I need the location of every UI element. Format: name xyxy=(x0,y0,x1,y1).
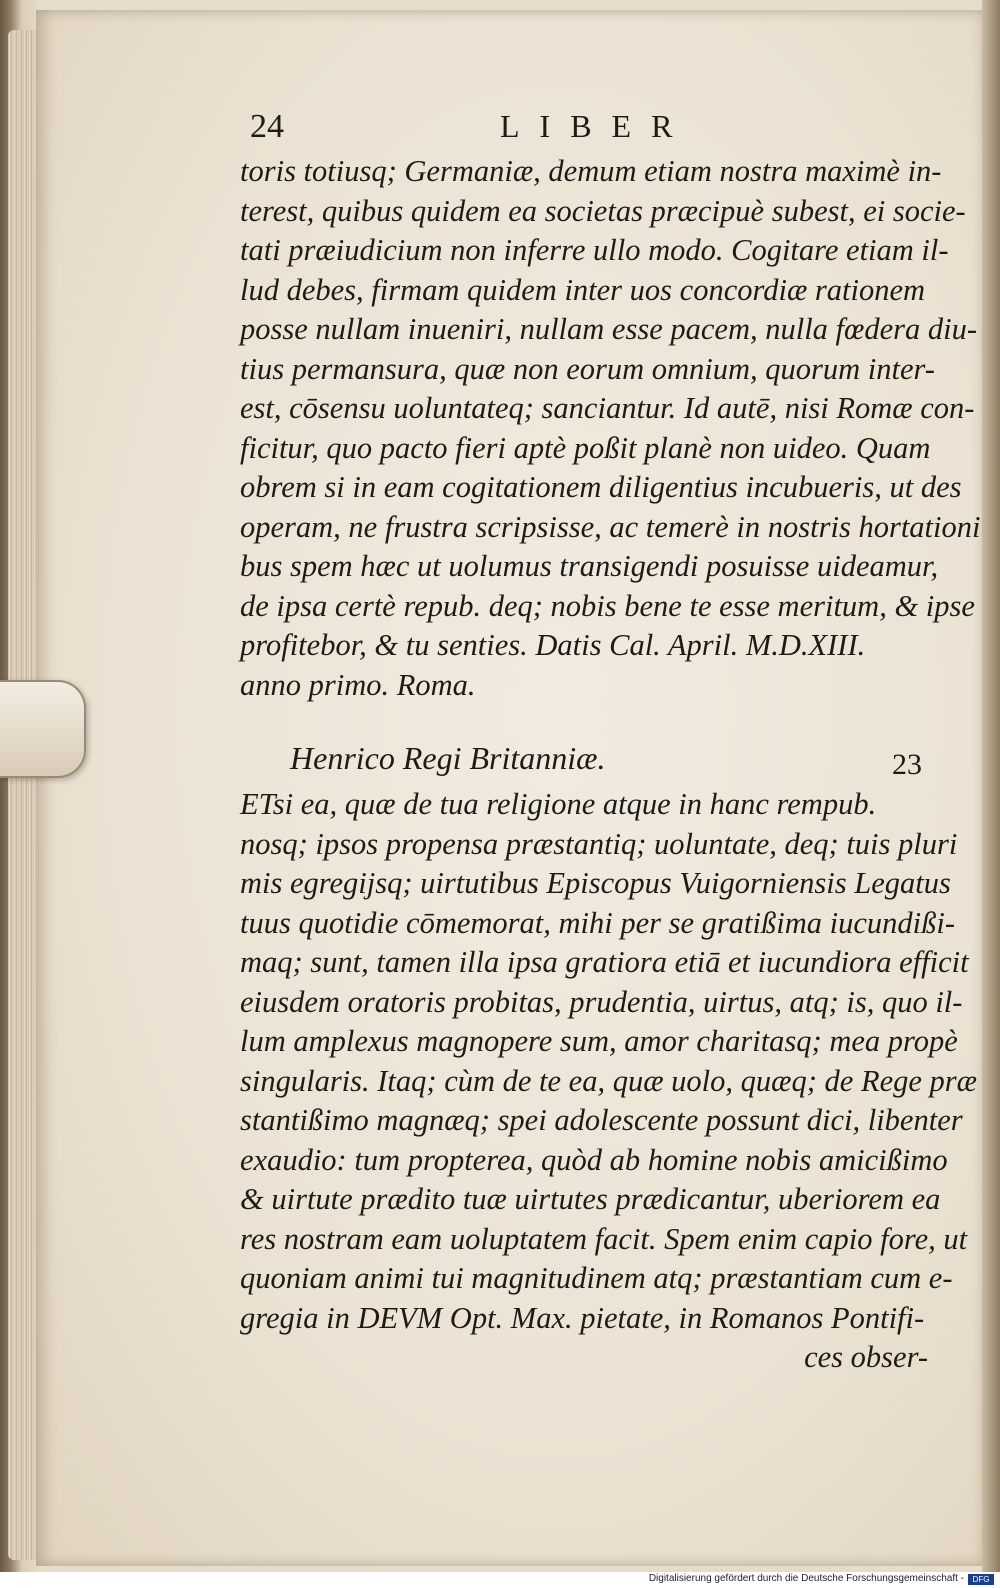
page-header xyxy=(250,108,930,148)
text-line: exaudio: tum propterea, quòd ab homine nobis amicißimo xyxy=(240,1142,948,1177)
running-title: LIBER xyxy=(500,108,693,144)
folio-number: 24 xyxy=(250,108,284,145)
text-line: tati præiudicium non inferre ullo modo. Cogitare etiam il- xyxy=(240,233,949,267)
digitization-footer xyxy=(0,1572,1000,1588)
text-line: nosq; ipsos propensa præstantiq; uoluntate, deq; tuis pluri xyxy=(240,826,958,861)
book-clasp xyxy=(0,680,86,778)
text-line: lud debes, firmam quidem inter uos concordiæ rationem xyxy=(240,272,926,307)
text-line: bus spem hæc ut uolumus transigendi posuisse uideamur, xyxy=(240,549,939,583)
text-line: maq; sunt, tamen illa ipsa gratiora etiā et iucundiora efficit xyxy=(240,945,969,979)
text-line: anno primo. Roma. xyxy=(240,667,476,702)
text-line: est, cōsensu uoluntateq; sanciantur. Id autē, nisi Romæ con- xyxy=(240,391,975,425)
text-line: ficitur, quo pacto fieri aptè poßit planè non uideo. Quam xyxy=(240,430,931,465)
letter-text xyxy=(240,785,977,1378)
text-line: mis egregijsq; uirtutibus Episcopus Vuigorniensis Legatus xyxy=(240,866,951,900)
letter-number: 23 xyxy=(892,748,922,781)
gutter-shadow xyxy=(982,0,1000,1572)
text-line: & uirtute prædito tuæ uirtutes prædicantur, uberiorem ea xyxy=(240,1182,941,1216)
text-line: singularis. Itaq; cùm de te ea, quæ uolo, quæq; de Rege præ xyxy=(240,1063,977,1098)
funding-credit: Digitalisierung gefördert durch die Deutsche Forschungsgemeinschaft - xyxy=(648,1573,964,1584)
text-line: eiusdem oratoris probitas, prudentia, uirtus, atq; is, quo il- xyxy=(240,984,963,1019)
letter-text-continued xyxy=(240,152,981,705)
text-line: profitebor, & tu senties. Datis Cal. April. M.D.XIII. xyxy=(240,628,866,662)
text-line: de ipsa certè repub. deq; nobis bene te esse meritum, & ipse xyxy=(240,588,975,623)
text-line: toris totiusq; Germaniæ, demum etiam nostra maximè in- xyxy=(240,154,942,188)
text-line: operam, ne frustra scripsisse, ac temerè in nostris hortationi xyxy=(240,509,981,544)
text-line: posse nullam inueniri, nullam esse pacem, nulla fœdera diu- xyxy=(240,312,978,346)
catchword: ces obser- xyxy=(804,1340,928,1374)
text-line: ETsi ea, quæ de tua religione atque in hanc rempub. xyxy=(240,787,877,821)
text-line: res nostram eam uoluptatem facit. Spem enim capio fore, ut xyxy=(240,1221,968,1256)
text-line: obrem si in eam cogitationem diligentius incubueris, ut des xyxy=(240,470,962,504)
text-line: lum amplexus magnopere sum, amor charitasq; mea propè xyxy=(240,1024,958,1058)
text-line: tuus quotidie cōmemorat, mihi per se gratißima iucundißi- xyxy=(240,905,955,940)
text-line: gregia in DEVM Opt. Max. pietate, in Romanos Pontifi- xyxy=(240,1300,925,1335)
text-line: tius permansura, quæ non eorum omnium, quorum inter- xyxy=(240,351,935,386)
text-line: quoniam animi tui magnitudinem atq; præstantiam cum e- xyxy=(240,1261,953,1295)
dfg-logo-icon: DFG xyxy=(968,1574,994,1585)
letter-heading: Henrico Regi Britanniæ. xyxy=(290,740,606,776)
text-line: stantißimo magnæq; spei adolescente possunt dici, libenter xyxy=(240,1103,963,1137)
text-line: terest, quibus quidem ea societas præcipuè subest, ei socie- xyxy=(240,193,966,228)
